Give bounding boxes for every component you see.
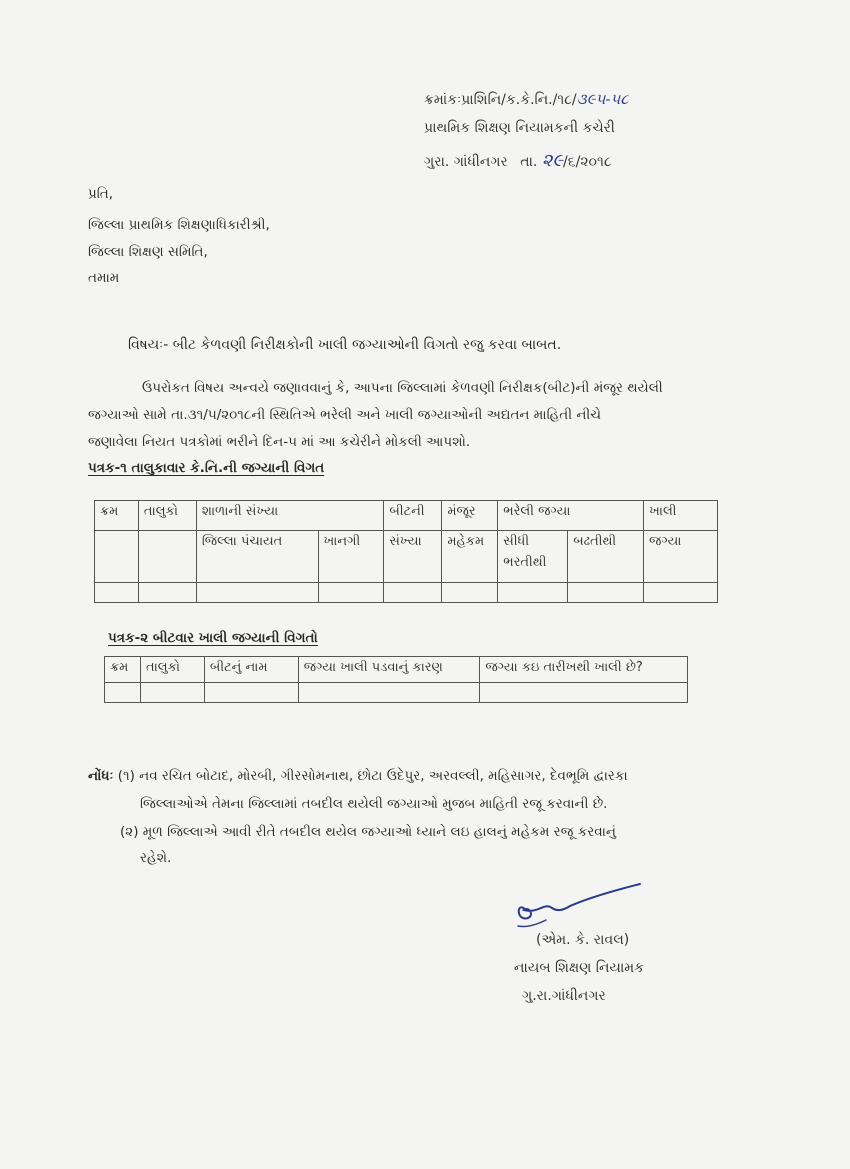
form-1-header-manjur: મંજૂર	[442, 501, 498, 531]
form-1-header-khali: ખાલી	[644, 501, 718, 531]
form-1-header-bhareli: ભરેલી જગ્યા	[498, 501, 644, 531]
form-1-empty-cell	[442, 583, 498, 603]
reference-label: ક્રમાંકઃપ્રાશિનિ/ક.કે.નિ./૧૮/	[424, 92, 577, 108]
form-1-table	[94, 500, 718, 603]
form-2-table	[104, 656, 688, 703]
form-2-empty-cell	[140, 683, 204, 703]
letter-date	[424, 150, 612, 171]
form-1-cell	[138, 531, 196, 583]
signatory-name: (એમ. કે. રાવલ)	[536, 932, 630, 948]
notes-label: નોંધઃ	[88, 768, 114, 784]
form-1-subheader-sidhi: સીધી ભરતીથી	[498, 531, 568, 583]
body-line-3: જણાવેલા નિયત પત્રકોમાં ભરીને દિન-૫ માં આ કચેરીને મોકલી આપશો.	[88, 434, 471, 450]
form-2-title: પત્રક-૨ બીટવાર ખાલી જગ્યાની વિગતો	[108, 630, 318, 646]
form-2-empty-cell	[298, 683, 480, 703]
form-1-header-manjur-2: મહેકમ	[442, 531, 498, 583]
office-name: પ્રાથમિક શિક્ષણ નિયામકની કચેરી	[424, 120, 615, 136]
signatory-designation: નાયબ શિક્ષણ નિયામક	[514, 960, 645, 976]
form-1-cell	[95, 531, 139, 583]
letter-subject: વિષયઃ- બીટ કેળવણી નિરીક્ષકોની ખાલી જગ્યાઓની વિગતો રજુ કરવા બાબત.	[128, 337, 562, 353]
addressee-line-3: તમામ	[88, 270, 120, 286]
body-line-1: ઉપરોકત વિષય અન્વયે જણાવવાનું કે, આપના જિલ્લામાં કેળવણી નિરીક્ષક(બીટ)ની મંજૂર થયેલી	[142, 380, 663, 396]
form-1-header-khali-2: જગ્યા	[644, 531, 718, 583]
form-1-empty-cell	[196, 583, 318, 603]
city-name: ગુરા. ગાંધીનગર	[424, 154, 508, 170]
addressee-line-1: જિલ્લા પ્રાથમિક શિક્ષણાધિકારીશ્રી,	[88, 217, 270, 233]
form-1-empty-cell	[384, 583, 442, 603]
form-1-title: પત્રક-૧ તાલુકાવાર કે.નિ.ની જગ્યાની વિગત	[88, 460, 325, 476]
form-2-empty-cell	[480, 683, 688, 703]
date-month-year: /૬/૨૦૧૮	[563, 154, 612, 170]
form-2-header-beet-name: બીટનું નામ	[204, 657, 298, 683]
form-1-empty-cell	[498, 583, 568, 603]
note-1-line-2: જિલ્લાઓએ તેમના જિલ્લામાં તબદીલ થયેલી જગ્યાઓ મુજબ માહિતી રજૂ કરવાની છે.	[140, 796, 608, 812]
note-2-line-1: (૨) મૂળ જિલ્લાએ આવી રીતે તબદીલ થયેલ જગ્યાઓ ધ્યાને લઇ હાલનું મહેકમ રજૂ કરવાનું	[120, 824, 616, 840]
form-1-empty-cell	[568, 583, 644, 603]
note-1-text: (૧) નવ રચિત બોટાદ, મોરબી, ગીરસોમનાથ, છોટા ઉદેપુર, અરવલ્લી, મહિસાગર, દેવભૂમિ દ્વારકા	[117, 768, 628, 784]
form-1-empty-cell	[95, 583, 139, 603]
form-2-header-taluko: તાલુકો	[140, 657, 204, 683]
addressee-line-2: જિલ્લા શિક્ષણ સમિતિ,	[88, 244, 208, 260]
form-1-empty-cell	[644, 583, 718, 603]
form-2-header-date: જગ્યા કઇ તારીખથી ખાલી છે?	[480, 657, 688, 683]
reference-number-handwritten: ૩૯૫-૫૮	[576, 90, 629, 108]
date-prefix: તા.	[520, 154, 538, 170]
form-1-empty-cell	[318, 583, 384, 603]
form-1-header-beet-2: સંખ્યા	[384, 531, 442, 583]
body-line-2: જગ્યાઓ સામે તા.૩૧/૫/૨૦૧૮ની સ્થિતિએ ભરેલી અને ખાલી જગ્યાઓની અદ્યતન માહિતી નીચે	[88, 407, 602, 423]
form-2-header-kram: ક્રમ	[105, 657, 141, 683]
form-1-header-beet: બીટની	[384, 501, 442, 531]
signature-scribble	[508, 880, 648, 940]
form-1-header-taluko: તાલુકો	[138, 501, 196, 531]
form-2-empty-cell	[105, 683, 141, 703]
signatory-place: ગુ.રા.ગાંધીનગર	[522, 988, 606, 1004]
form-1-subheader-khangi: ખાનગી	[318, 531, 384, 583]
note-2-line-2: રહેશે.	[140, 850, 172, 866]
form-1-header-kram: ક્રમ	[95, 501, 139, 531]
note-1-line-1	[88, 764, 628, 789]
addressee-to: પ્રતિ,	[88, 186, 114, 202]
form-1-header-shala: શાળાની સંખ્યા	[196, 501, 384, 531]
form-2-header-reason: જગ્યા ખાલી પડવાનું કારણ	[298, 657, 480, 683]
date-day-handwritten: ૨૯	[541, 150, 564, 171]
form-1-empty-cell	[138, 583, 196, 603]
form-1-subheader-jilla: જિલ્લા પંચાયત	[196, 531, 318, 583]
form-2-empty-cell	[204, 683, 298, 703]
form-1-subheader-badhati: બઢતીથી	[568, 531, 644, 583]
reference-number	[424, 90, 629, 108]
